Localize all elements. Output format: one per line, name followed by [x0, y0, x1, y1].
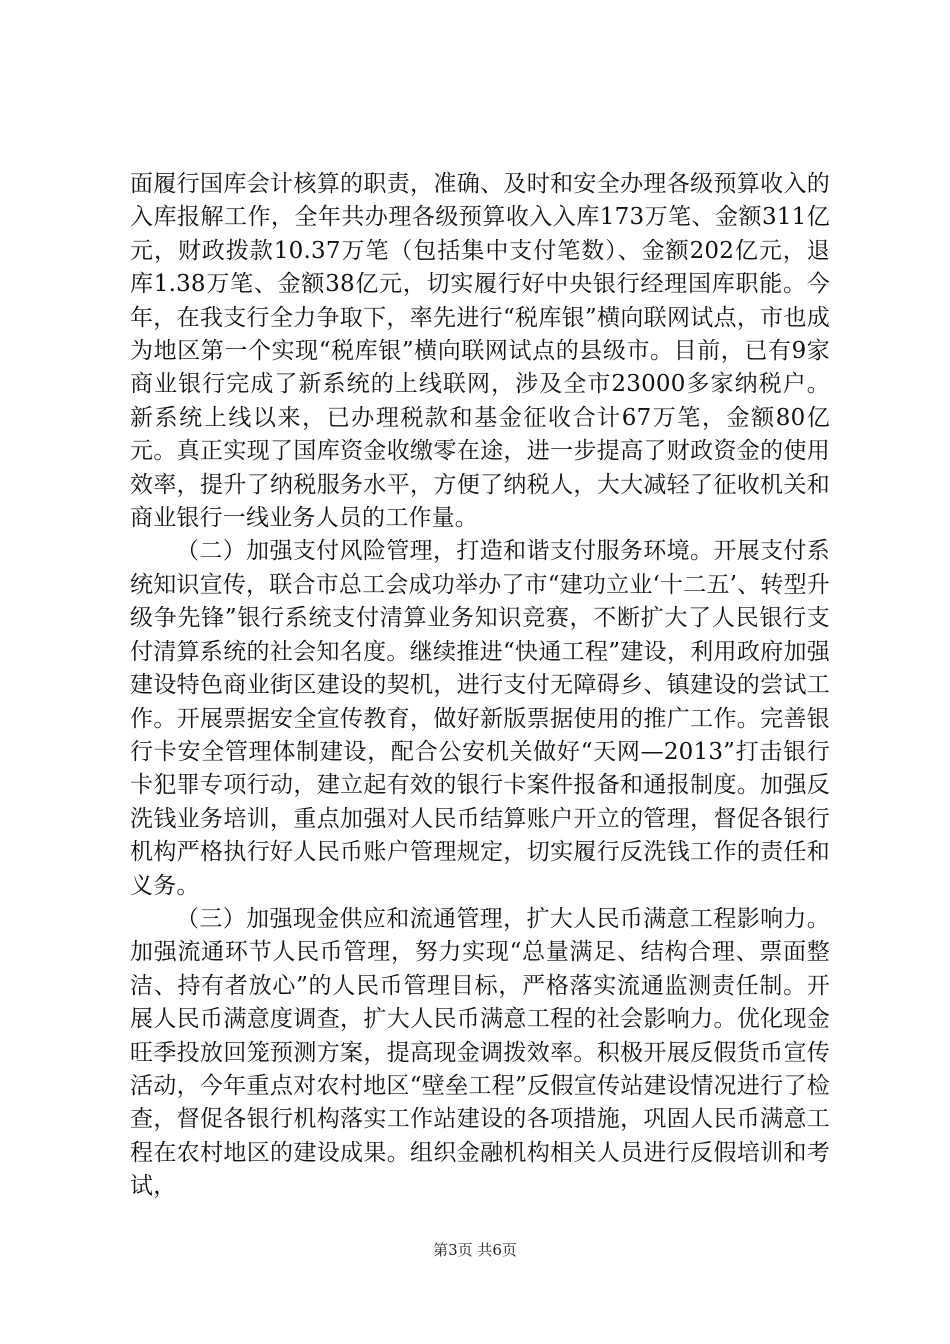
page-footer: 第3页 共6页	[433, 1241, 517, 1259]
paragraph-1: 面履行国库会计核算的职责，准确、及时和安全办理各级预算收入的入库报解工作，全年共办理各级预算收入入库173万笔、金额311亿元，财政拨款10.37万笔（包括集中支付笔数）、金额202亿元，退库1.38万笔、金额38亿元，切实履行好中央银行经理国库职能。今年，在我支行全力争取下，率先进行“税库银”横向联网试点，市也成为地区第一个实现“税库银”横向联网试点的县级市。目前，已有9家商业银行完成了新系统的上线联网，涉及全市23000多家纳税户。新系统上线以来，已办理税款和基金征收合计67万笔，金额80亿元。真正实现了国库资金收缴零在途，进一步提高了财政资金的使用效率，提升了纳税服务水平，方便了纳税人，大大减轻了征收机关和商业银行一线业务人员的工作量。	[130, 171, 830, 532]
paragraph-3: （三）加强现金供应和流通管理，扩大人民币满意工程影响力。加强流通环节人民币管理，努力实现“总量满足、结构合理、票面整洁、持有者放心”的人民币管理目标，严格落实流通监测责任制。开展人民币满意度调查，扩大人民币满意工程的社会影响力。优化现金旺季投放回笼预测方案，提高现金调拨效率。积极开展反假货币宣传活动，今年重点对农村地区“壁垒工程”反假宣传站建设情况进行了检查，督促各银行机构落实工作站建设的各项措施，巩固人民币满意工程在农村地区的建设成果。组织金融机构相关人员进行反假培训和考试，	[130, 905, 830, 1200]
paragraph-2: （二）加强支付风险管理，打造和谐支付服务环境。开展支付系统知识宣传，联合市总工会成功举办了市“建功立业‘十二五’、转型升级争先锋”银行系统支付清算业务知识竞赛，不断扩大了人民银行支付清算系统的社会知名度。继续推进“快通工程”建设，利用政府加强建设特色商业街区建设的契机，进行支付无障碍乡、镇建设的尝试工作。开展票据安全宣传教育，做好新版票据使用的推广工作。完善银行卡安全管理体制建设，配合公安机关做好“天网—2013”打击银行卡犯罪专项行动，建立起有效的银行卡案件报备和通报制度。加强反洗钱业务培训，重点加强对人民币结算账户开立的管理，督促各银行机构严格执行好人民币账户管理规定，切实履行反洗钱工作的责任和义务。	[130, 538, 830, 899]
document-body	[130, 168, 830, 1204]
